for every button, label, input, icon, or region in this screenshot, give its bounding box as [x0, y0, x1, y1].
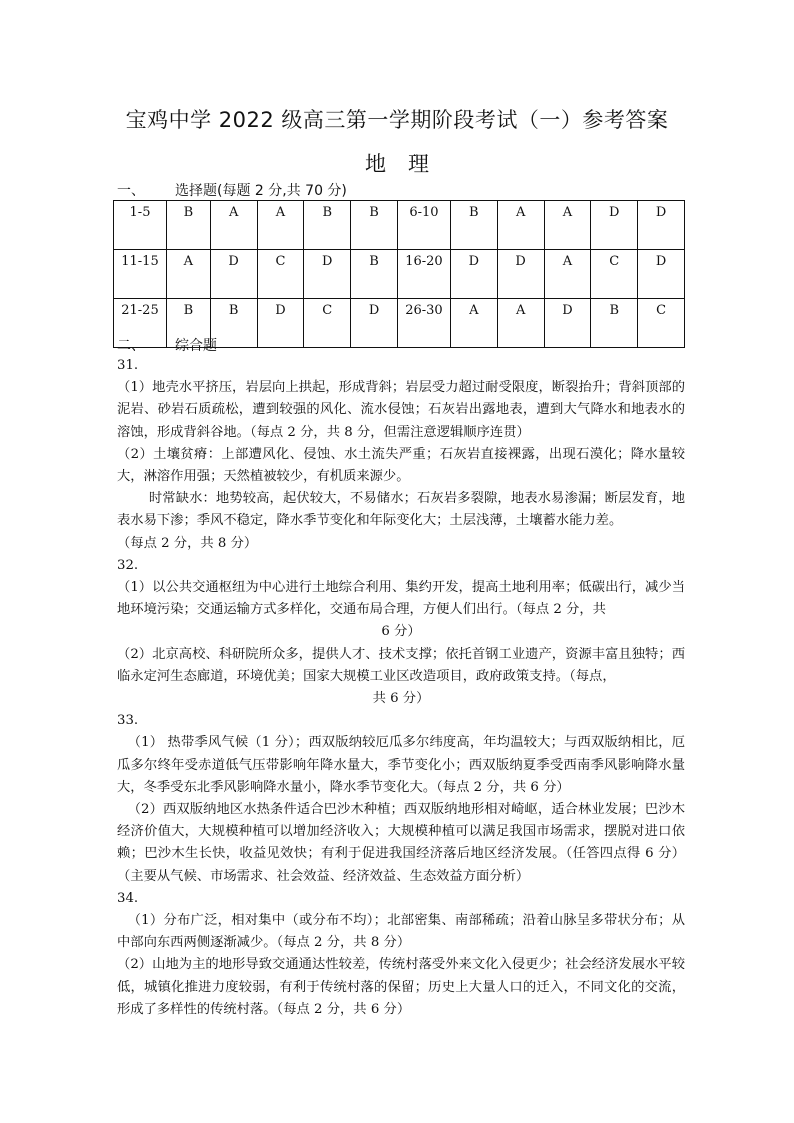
- q31-label: 31.: [117, 358, 139, 373]
- answer-cell: B: [351, 250, 398, 299]
- q31-score-note: （每点 2 分，共 8 分）: [117, 535, 258, 551]
- section1-heading: [117, 180, 347, 200]
- q32-part2-score: 共 6 分）: [372, 691, 430, 707]
- answer-cell: B: [167, 299, 211, 348]
- q31-part2: （2）土壤贫瘠：上部遭风化、侵蚀、水土流失严重；石灰岩直接裸露，出现石漠化；降水量较大，淋溶作用强；天然植被较少，有机质来源少。: [117, 446, 685, 485]
- answer-row: [114, 201, 685, 250]
- answer-cell: D: [638, 250, 685, 299]
- answer-cell: A: [497, 299, 544, 348]
- document-title: 宝鸡中学 2022 级高三第一学期阶段考试（一）参考答案: [125, 108, 669, 132]
- answer-cell: B: [351, 201, 398, 250]
- q32-part2: （2）北京高校、科研院所众多，提供人才、技术支撑；依托首钢工业遗产，资源丰富且独特；西临永定河生态廊道，环境优美；国家大规模工业区改造项目，政府政策支持。（每点，: [117, 646, 685, 684]
- answer-cell: C: [638, 299, 685, 348]
- question-range: 11-15: [114, 250, 167, 299]
- answer-cell: C: [591, 250, 638, 299]
- q31-part1: （1）地壳水平挤压，岩层向上拱起，形成背斜；岩层受力超过耐受限度，断裂抬升；背斜顶部的泥岩、砂岩石质疏松，遭到较强的风化、流水侵蚀；石灰岩出露地表，遭到大气降水和地表水的溶蚀，形成背斜谷地。（每点 2 分，共 8 分，但需注意逻辑顺序连贯）: [117, 380, 685, 440]
- q33-label: 33.: [117, 713, 139, 729]
- answer-cell: A: [210, 201, 257, 250]
- question-range: 16-20: [397, 250, 450, 299]
- answer-cell: D: [210, 250, 257, 299]
- answer-cell: A: [544, 201, 591, 250]
- q33-part2: （2）西双版纳地区水热条件适合巴沙木种植；西双版纳地形相对崎岖，适合林业发展；巴沙木经济价值大，大规模种植可以增加经济收入；大规模种植可以满足我国市场需求，摆脱对进口依赖；巴沙木生长快，收益见效快；有利于促进我国经济落后地区经济发展。（任答四点得 6 分）（主要从气候、市场需求、社会效益、经济效益、生态效益方面分析）: [117, 802, 685, 884]
- question-range: 6-10: [397, 201, 450, 250]
- q32-label: 32.: [117, 557, 139, 573]
- q32-part1-score: 6 分）: [381, 624, 421, 640]
- answer-cell: D: [304, 250, 351, 299]
- section1-number: 一、: [117, 183, 145, 199]
- answer-cell: D: [450, 250, 497, 299]
- answer-cell: D: [544, 299, 591, 348]
- section1-title: 选择题(每题 2 分,共 70 分): [175, 183, 347, 199]
- answer-cell: A: [450, 299, 497, 348]
- subject-text: 地理: [365, 152, 451, 176]
- answer-cell: D: [497, 250, 544, 299]
- section2-heading: [117, 335, 217, 355]
- answer-cell: D: [351, 299, 398, 348]
- answers-body: [117, 355, 685, 1021]
- answer-table: [113, 200, 685, 348]
- question-range: 26-30: [397, 299, 450, 348]
- q32-part1: （1）以公共交通枢纽为中心进行土地综合利用、集约开发，提高土地利用率；低碳出行，减少当地环境污染；交通运输方式多样化，交通布局合理，方便人们出行。（每点 2 分，共: [117, 580, 685, 618]
- q34-label: 34.: [117, 890, 139, 906]
- answer-cell: C: [257, 250, 304, 299]
- answer-cell: D: [638, 201, 685, 250]
- answer-cell: B: [210, 299, 257, 348]
- answer-cell: A: [257, 201, 304, 250]
- answer-cell: C: [304, 299, 351, 348]
- answer-cell: A: [167, 250, 211, 299]
- answer-cell: A: [497, 201, 544, 250]
- answer-cell: D: [591, 201, 638, 250]
- answer-cell: A: [544, 250, 591, 299]
- question-range: 1-5: [114, 201, 167, 250]
- answer-cell: B: [167, 201, 211, 250]
- q31-part2-water: 时常缺水：地势较高，起伏较大，不易储水；石灰岩多裂隙，地表水易渗漏；断层发育，地表水易下渗；季风不稳定，降水季节变化和年际变化大；土层浅薄，土壤蓄水能力差。: [117, 491, 685, 529]
- answer-cell: D: [257, 299, 304, 348]
- section2-title: 综合题: [175, 338, 217, 354]
- question-range: 21-25: [114, 299, 167, 348]
- q33-part1: （1） 热带季风气候（1 分）；西双版纳较厄瓜多尔纬度高，年均温较大；与西双版纳相比，厄瓜多尔终年受赤道低气压带影响年降水量大，季节变化小；西双版纳夏季受西南季风影响降水量大，冬季受东北季风影响降水量小，降水季节变化大。（每点 2 分，共 6 分）: [117, 735, 685, 795]
- answer-row: [114, 250, 685, 299]
- answer-cell: B: [304, 201, 351, 250]
- subject-title: [0, 148, 794, 178]
- q34-part2: （2）山地为主的地形导致交通通达性较差，传统村落受外来文化入侵更少；社会经济发展水平较低，城镇化推进力度较弱，有利于传统村落的保留；历史上大量人口的迁入，不同文化的交流，形成了多样性的传统村落。（每点 2 分，共 6 分）: [117, 957, 685, 1017]
- section2-number: 二、: [117, 338, 145, 354]
- q34-part1: （1）分布广泛，相对集中（或分布不均）；北部密集、南部稀疏；沿着山脉呈多带状分布；从中部向东西两侧逐渐减少。（每点 2 分，共 8 分）: [117, 913, 685, 951]
- answer-cell: B: [591, 299, 638, 348]
- answer-cell: B: [450, 201, 497, 250]
